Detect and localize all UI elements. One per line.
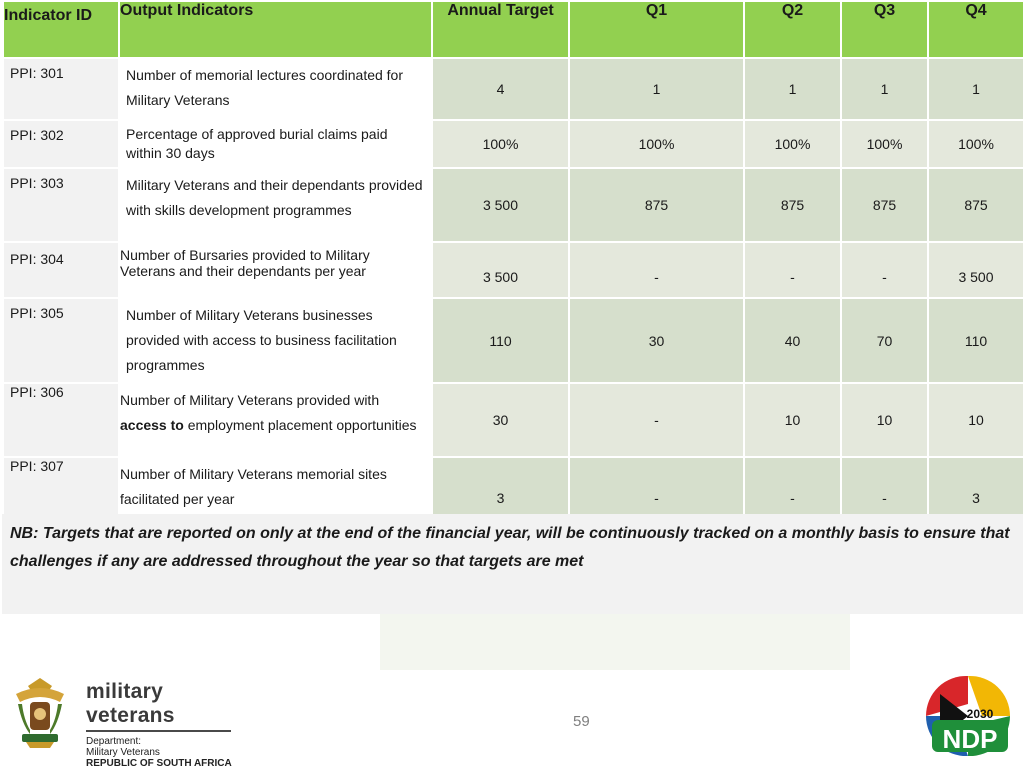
indicator-id-cell: PPI: 307 — [3, 457, 119, 531]
targets-table — [2, 0, 1024, 532]
ndp-2030-icon — [922, 674, 1014, 758]
indicator-id-cell: PPI: 301 — [3, 58, 119, 120]
annual-target-cell: 30 — [432, 383, 569, 457]
department-name: Military Veterans — [86, 747, 160, 758]
ndp-year-text: 2030 — [966, 707, 994, 721]
q1-cell: - — [569, 383, 744, 457]
ndp-logo — [922, 674, 1014, 758]
indicator-id-cell: PPI: 304 — [3, 242, 119, 298]
note-text: NB: Targets that are reported on only at the end of the financial year, will be continuously tracked on a monthly basis to ensure that challenges if any are addressed throughout the year so that targets are met — [10, 525, 1010, 570]
brand-name: military veterans — [86, 680, 175, 727]
q1-cell: 1 — [569, 58, 744, 120]
q4-cell: 10 — [928, 383, 1024, 457]
coat-of-arms-icon — [8, 674, 72, 752]
output-indicator-cell: Military Veterans and their dependants provided with skills development programmes — [119, 168, 432, 242]
annual-target-cell: 3 500 — [432, 168, 569, 242]
output-indicator-cell: Percentage of approved burial claims paid within 30 days — [119, 120, 432, 168]
header-output-indicators: Output Indicators — [119, 1, 432, 58]
q3-cell: 70 — [841, 298, 928, 383]
ndp-text: NDP — [942, 724, 998, 754]
q4-cell: 3 500 — [928, 242, 1024, 298]
header-q1: Q1 — [569, 1, 744, 58]
background-watermark — [380, 614, 850, 670]
table-row — [3, 298, 1024, 383]
q2-cell: 875 — [744, 168, 841, 242]
indicator-id-cell: PPI: 306 — [3, 383, 119, 457]
table-row — [3, 58, 1024, 120]
department-logo — [8, 674, 248, 769]
table-header-row — [3, 1, 1024, 58]
q3-cell: - — [841, 242, 928, 298]
annual-target-cell: 3 500 — [432, 242, 569, 298]
table-row — [3, 168, 1024, 242]
q2-cell: - — [744, 242, 841, 298]
q2-cell: - — [744, 457, 841, 531]
header-q4: Q4 — [928, 1, 1024, 58]
output-text-pre: Number of Military Veterans provided with — [120, 392, 380, 408]
header-q3: Q3 — [841, 1, 928, 58]
q2-cell: 10 — [744, 383, 841, 457]
annual-target-cell: 110 — [432, 298, 569, 383]
q1-cell: - — [569, 242, 744, 298]
q2-cell: 100% — [744, 120, 841, 168]
annual-target-cell: 100% — [432, 120, 569, 168]
table-row — [3, 120, 1024, 168]
indicator-id-cell: PPI: 302 — [3, 120, 119, 168]
output-indicator-cell: Number of Military Veterans memorial sites facilitated per year — [119, 457, 432, 531]
q4-cell: 100% — [928, 120, 1024, 168]
country-name: REPUBLIC OF SOUTH AFRICA — [86, 758, 232, 769]
q3-cell: 875 — [841, 168, 928, 242]
brand-text-block — [86, 680, 248, 769]
q3-cell: 10 — [841, 383, 928, 457]
header-indicator-id: Indicator ID — [3, 1, 119, 58]
q3-cell: 100% — [841, 120, 928, 168]
table-row — [3, 242, 1024, 298]
q4-cell: 1 — [928, 58, 1024, 120]
q3-cell: - — [841, 457, 928, 531]
output-text-post: employment placement opportunities — [183, 417, 417, 433]
q1-cell: - — [569, 457, 744, 531]
q4-cell: 875 — [928, 168, 1024, 242]
page-number: 59 — [573, 713, 590, 730]
table-row — [3, 383, 1024, 457]
output-indicator-cell: Number of Bursaries provided to Military Veterans and their dependants per year — [119, 242, 432, 298]
q1-cell: 30 — [569, 298, 744, 383]
q4-cell: 110 — [928, 298, 1024, 383]
department-label: Department: — [86, 736, 142, 747]
brand-divider — [86, 730, 231, 732]
annual-target-cell: 3 — [432, 457, 569, 531]
q2-cell: 1 — [744, 58, 841, 120]
indicator-id-cell: PPI: 303 — [3, 168, 119, 242]
q4-cell: 3 — [928, 457, 1024, 531]
q2-cell: 40 — [744, 298, 841, 383]
q1-cell: 875 — [569, 168, 744, 242]
header-q2: Q2 — [744, 1, 841, 58]
header-annual-target: Annual Target — [432, 1, 569, 58]
q3-cell: 1 — [841, 58, 928, 120]
note-box — [2, 514, 1023, 614]
output-indicator-cell — [119, 383, 432, 457]
q1-cell: 100% — [569, 120, 744, 168]
output-indicator-cell: Number of memorial lectures coordinated for Military Veterans — [119, 58, 432, 120]
indicator-id-cell: PPI: 305 — [3, 298, 119, 383]
output-indicator-cell: Number of Military Veterans businesses provided with access to business facilitation programmes — [119, 298, 432, 383]
output-text-bold: access to — [120, 417, 184, 433]
annual-target-cell: 4 — [432, 58, 569, 120]
